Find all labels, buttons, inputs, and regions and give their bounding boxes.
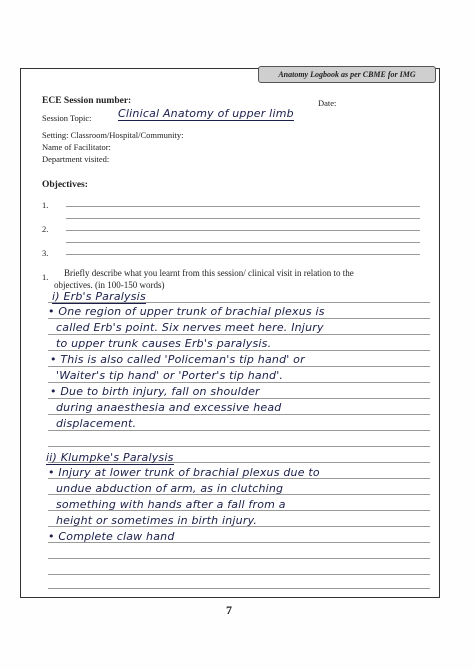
answer-rule: [48, 334, 430, 335]
page-number: 7: [226, 603, 232, 617]
answer-rule: [48, 558, 430, 559]
answer-rule: [48, 588, 430, 589]
answer-line: during anaesthesia and excessive head: [56, 401, 282, 414]
objective-rule: [66, 218, 420, 219]
answer-rule: [48, 350, 430, 351]
answer-line: displacement.: [56, 417, 137, 430]
answer-line: • One region of upper trunk of brachial plexus is: [48, 305, 325, 318]
answer-line: undue abduction of arm, as in clutching: [56, 482, 284, 495]
question-text-line1: Briefly describe what you learnt from this session/ clinical visit in relation to the: [64, 268, 354, 278]
logbook-header-tag: Anatomy Logbook as per CBME for IMG: [258, 66, 436, 83]
answer-line: • Complete claw hand: [48, 530, 175, 543]
facilitator-label: Name of Facilitator:: [42, 142, 111, 152]
answer-line: height or sometimes in birth injury.: [56, 514, 258, 527]
answer-rule: [48, 574, 430, 575]
session-topic-value: Clinical Anatomy of upper limb: [118, 107, 294, 120]
answer-line: called Erb's point. Six nerves meet here. Injury: [56, 321, 324, 334]
objective-rule: [66, 230, 420, 231]
answer-rule: [48, 366, 430, 367]
objective-rule: [66, 242, 420, 243]
question-number: 1.: [42, 272, 49, 282]
objectives-title: Objectives:: [42, 180, 88, 190]
objective-rule: [66, 206, 420, 207]
answer-rule: [48, 430, 430, 431]
answer-rule: [48, 318, 430, 319]
answer-line: • Injury at lower trunk of brachial plexus due to: [48, 466, 320, 479]
department-label: Department visited:: [42, 154, 110, 164]
klumpkes-paralysis-heading: ii) Klumpke's Paralysis: [46, 451, 174, 464]
answer-line: 'Waiter's tip hand' or 'Porter's tip hand'.: [56, 369, 284, 382]
setting-label: Setting: Classroom/Hospital/Community:: [42, 130, 184, 140]
objective-rule: [66, 254, 420, 255]
session-number-label: ECE Session number:: [42, 96, 132, 106]
answer-rule: [48, 382, 430, 383]
date-label: Date:: [318, 98, 337, 108]
answer-line: • This is also called 'Policeman's tip hand' or: [50, 353, 305, 366]
objective-number-1: 1.: [42, 200, 49, 210]
objective-number-3: 3.: [42, 248, 49, 258]
answer-line: something with hands after a fall from a: [56, 498, 286, 511]
question-text-line2: objectives. (in 100-150 words): [54, 280, 165, 290]
session-topic-label: Session Topic:: [42, 113, 92, 123]
answer-line: • Due to birth injury, fall on shoulder: [50, 385, 260, 398]
answer-line: to upper trunk causes Erb's paralysis.: [56, 337, 272, 350]
answer-rule: [48, 398, 430, 399]
answer-rule: [48, 446, 430, 447]
answer-rule: [48, 414, 430, 415]
objective-number-2: 2.: [42, 224, 49, 234]
erbs-paralysis-heading: i) Erb's Paralysis: [52, 290, 146, 303]
